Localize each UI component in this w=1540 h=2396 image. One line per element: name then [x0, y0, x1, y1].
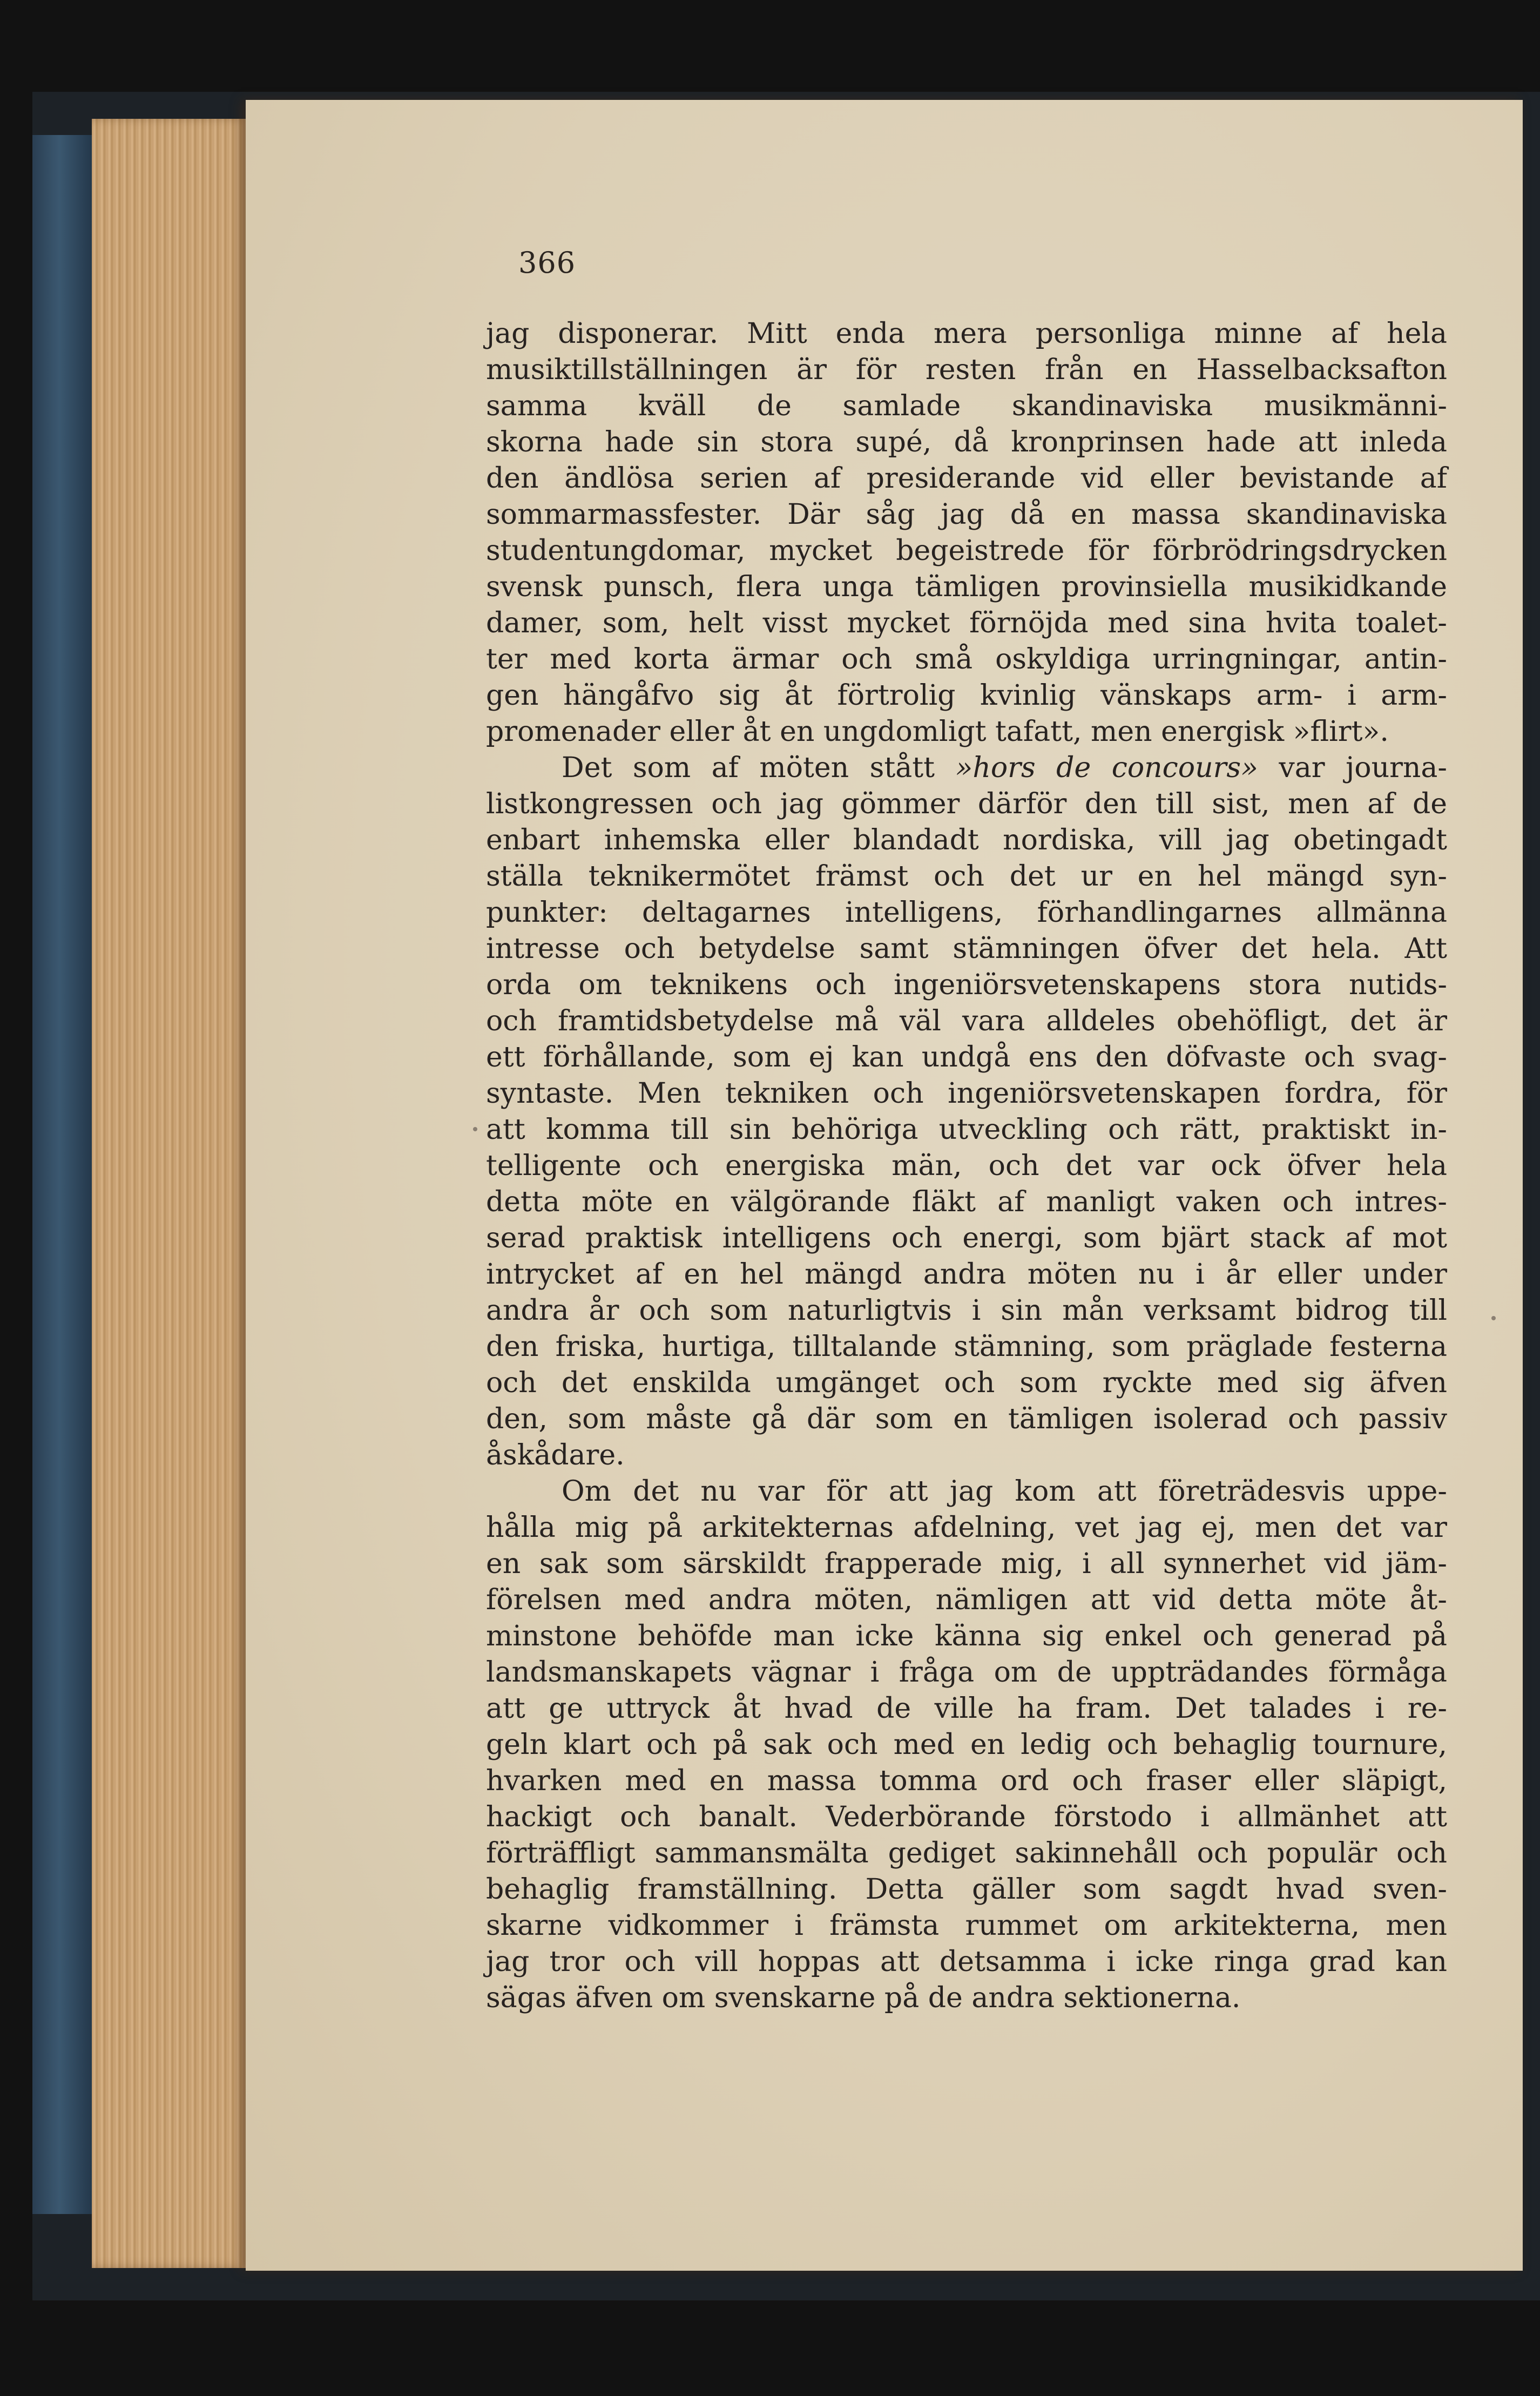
text-line: andra år och som naturligtvis i sin mån verksamt bidrog till: [486, 1294, 1447, 1327]
text-line: skorna hade sin stora supé, då kronprinsen hade att inleda: [486, 426, 1447, 458]
text-line: landsmanskapets vägnar i fråga om de uppträdandes förmåga: [486, 1656, 1447, 1689]
text-line: orda om teknikens och ingeniörsvetenskapens stora nutids-: [486, 969, 1447, 1001]
text-line: hackigt och banalt. Vederbörande förstodo i allmänhet att: [486, 1801, 1447, 1833]
text-line: intresse och betydelse samt stämningen öfver det hela. Att: [486, 933, 1447, 965]
body-text: [486, 316, 1447, 2016]
text-segment: Det som af möten stått: [562, 752, 956, 784]
text-line: förelsen med andra möten, nämligen att vid detta möte åt-: [486, 1584, 1447, 1616]
text-line: jag tror och vill hoppas att detsamma i icke ringa grad kan: [486, 1946, 1447, 1978]
text-line: minstone behöfde man icke känna sig enkel och generad på: [486, 1620, 1447, 1652]
text-line: och det enskilda umgänget och som ryckte med sig äfven: [486, 1367, 1447, 1399]
text-line: musiktillställningen är för resten från en Hasselbacksafton: [486, 354, 1447, 386]
text-line: gen hängåfvo sig åt förtrolig kvinlig vänskaps arm- i arm-: [486, 679, 1447, 712]
text-line: damer, som, helt visst mycket förnöjda med sina hvita toalet-: [486, 607, 1447, 639]
text-line: studentungdomar, mycket begeistrede för förbrödringsdrycken: [486, 535, 1447, 567]
page-edges: [92, 119, 248, 2268]
page-number: 366: [518, 246, 576, 280]
text-line: åskådare.: [486, 1439, 625, 1472]
paper-speck: [1491, 1316, 1496, 1320]
text-line: ett förhållande, som ej kan undgå ens den döfvaste och svag-: [486, 1041, 1447, 1074]
text-line: förträffligt sammansmälta gediget sakinnehåll och populär och: [486, 1837, 1447, 1869]
text-line: den, som måste gå där som en tämligen isolerad och passiv: [486, 1403, 1447, 1435]
text-line: behaglig framställning. Detta gäller som sagdt hvad sven-: [486, 1873, 1447, 1906]
text-line: svensk punsch, flera unga tämligen provinsiella musikidkande: [486, 571, 1447, 603]
text-line: listkongressen och jag gömmer därför den till sist, men af de: [486, 788, 1447, 820]
text-line: detta möte en välgörande fläkt af manligt vaken och intres-: [486, 1186, 1447, 1218]
text-line: en sak som särskildt frapperade mig, i all synnerhet vid jäm-: [486, 1548, 1447, 1580]
text-line: promenader eller åt en ungdomligt tafatt, men energisk »flirt».: [486, 716, 1389, 748]
italic-phrase: »hors de concours»: [955, 752, 1258, 784]
book-spine-edge: [32, 135, 92, 2214]
text-line: [486, 750, 1447, 786]
text-line: att komma till sin behöriga utveckling och rätt, praktiskt in-: [486, 1113, 1447, 1146]
text-line: serad praktisk intelligens och energi, som bjärt stack af mot: [486, 1222, 1447, 1254]
text-line: sägas äfven om svenskarne på de andra sektionerna.: [486, 1982, 1241, 2014]
text-line: enbart inhemska eller blandadt nordiska, vill jag obetingadt: [486, 824, 1447, 856]
text-line: Om det nu var för att jag kom att företrädesvis uppe-: [562, 1475, 1447, 1508]
text-line: ställa teknikermötet främst och det ur en hel mängd syn-: [486, 860, 1447, 893]
text-line: telligente och energiska män, och det var ock öfver hela: [486, 1150, 1447, 1182]
text-segment: var journa-: [1258, 752, 1447, 784]
text-line: den friska, hurtiga, tilltalande stämning, som präglade festerna: [486, 1331, 1447, 1363]
text-line: hålla mig på arkitekternas afdelning, vet jag ej, men det var: [486, 1511, 1447, 1544]
text-line: intrycket af en hel mängd andra möten nu i år eller under: [486, 1258, 1447, 1291]
text-line: jag disponerar. Mitt enda mera personliga minne af hela: [486, 318, 1447, 350]
text-line: samma kväll de samlade skandinaviska musikmänni-: [486, 390, 1447, 422]
text-line: sommarmassfester. Där såg jag då en massa skandinaviska: [486, 498, 1447, 531]
text-line: ter med korta ärmar och små oskyldiga urringningar, antin-: [486, 643, 1447, 676]
text-line: den ändlösa serien af presiderande vid eller bevistande af: [486, 462, 1447, 495]
text-line: hvarken med en massa tomma ord och fraser eller släpigt,: [486, 1765, 1447, 1797]
paper-speck: [473, 1127, 477, 1131]
text-line: geln klart och på sak och med en ledig och behaglig tournure,: [486, 1729, 1447, 1761]
text-line: punkter: deltagarnes intelligens, förhandlingarnes allmänna: [486, 896, 1447, 929]
text-line: att ge uttryck åt hvad de ville ha fram. Det talades i re-: [486, 1692, 1447, 1725]
text-line: syntaste. Men tekniken och ingeniörsvetenskapen fordra, för: [486, 1077, 1447, 1110]
text-line: och framtidsbetydelse må väl vara alldeles obehöfligt, det är: [486, 1005, 1447, 1037]
text-line: skarne vidkommer i främsta rummet om arkitekterna, men: [486, 1909, 1447, 1942]
